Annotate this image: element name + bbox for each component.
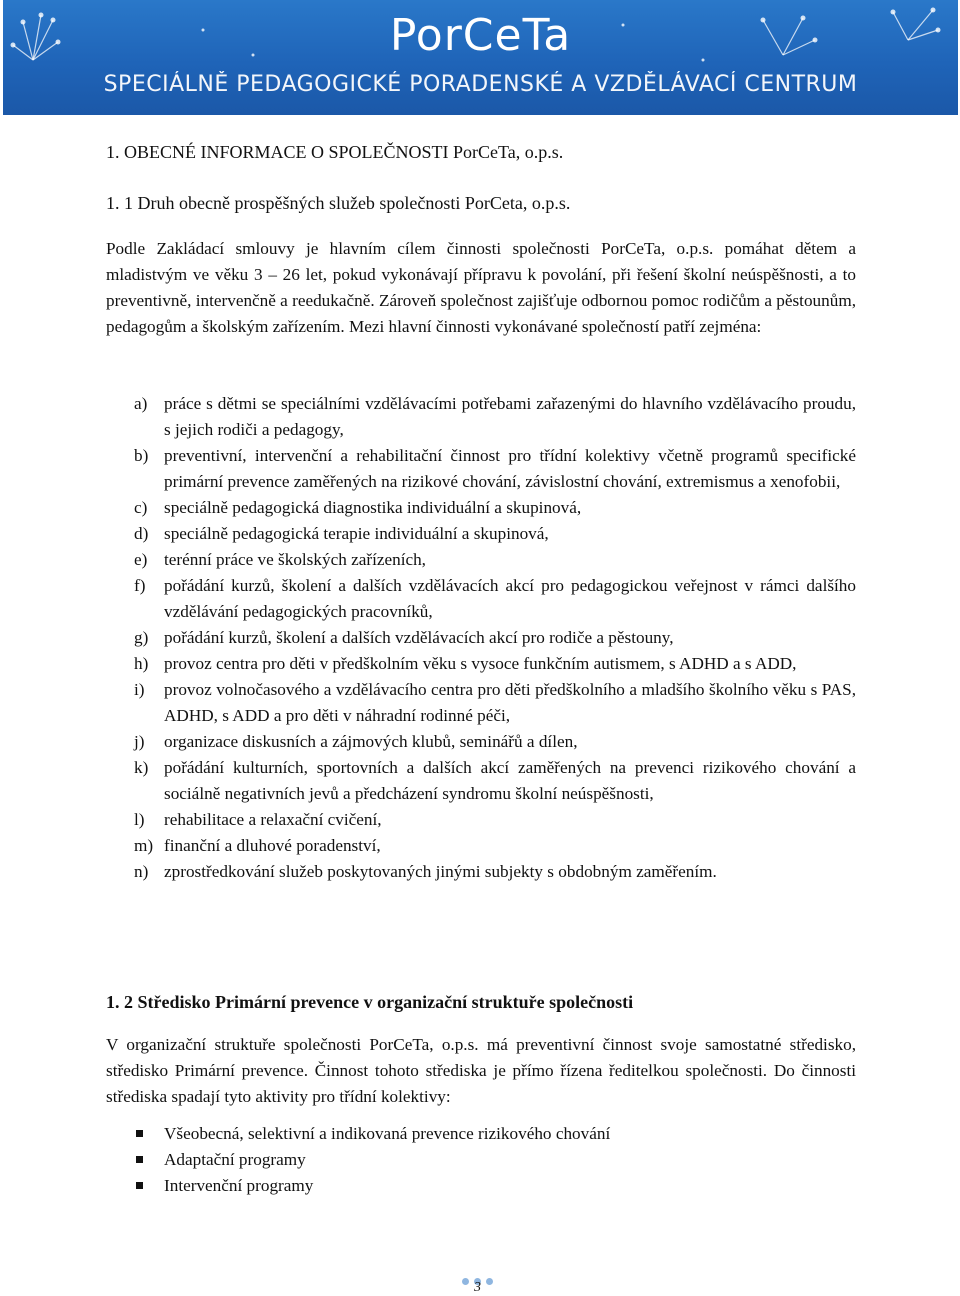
list-marker: e) <box>134 550 148 569</box>
list-item <box>134 651 856 677</box>
list-item <box>134 625 856 651</box>
list-item <box>134 495 856 521</box>
list-item-text: organizace diskusních a zájmových klubů, seminářů a dílen, <box>164 732 578 751</box>
brand-logo: PorCeTa <box>389 10 572 61</box>
brand-subtitle: SPECIÁLNĚ PEDAGOGICKÉ PORADENSKÉ A VZDĚLÁVACÍ CENTRUM <box>103 72 858 97</box>
list-item-text: terénní práce ve školských zařízeních, <box>164 550 426 569</box>
header-banner <box>3 0 958 115</box>
list-item <box>134 833 856 859</box>
list-marker: i) <box>134 680 145 699</box>
section2-paragraph: V organizační struktuře společnosti PorCeTa, o.p.s. má preventivní činnost svoje samostatné středisko, středisko Primární prevence. Činnost tohoto střediska je přímo řízena ředitelkou společnosti. Do činnosti střediska spadají tyto aktivity pro třídní kolektivy: <box>106 1035 856 1106</box>
list-marker: g) <box>134 628 149 647</box>
list-item-text: pořádání kulturních, sportovních a dalších akcí zaměřených na prevenci rizikového chování a sociálně negativních jevů a předcházení syndromu školní neúspěšnosti, <box>164 758 856 803</box>
square-bullet-icon <box>136 1130 143 1137</box>
list-item <box>134 443 856 495</box>
list-item <box>134 547 856 573</box>
bullet-item <box>134 1147 610 1173</box>
intro-paragraph: Podle Zakládací smlouvy je hlavním cílem činnosti společnosti PorCeTa, o.p.s. pomáhat dětem a mladistvým ve věku 3 – 26 let, pokud vykonávají přípravu k povolání, při řešení školní neúspěšnosti, a to preventivně, intervenčně a reedukačně. Zároveň společnost zajišťuje odbornou pomoc rodičům a pěstounům, pedagogům a školským zařízením. Mezi hlavní činnosti vykonávané společností patří zejména: <box>106 239 856 336</box>
bullet-list <box>134 1121 610 1199</box>
list-marker: k) <box>134 758 149 777</box>
list-marker: l) <box>134 810 145 829</box>
activities-list <box>134 391 856 885</box>
list-item <box>134 807 856 833</box>
list-marker: m) <box>134 836 154 855</box>
list-marker: n) <box>134 862 149 881</box>
list-item-text: provoz volnočasového a vzdělávacího centra pro děti předškolního a mladšího školního věku s PAS, ADHD, s ADD a pro děti v náhradní rodinné péči, <box>164 680 856 725</box>
list-marker: j) <box>134 732 145 751</box>
square-bullet-icon <box>136 1156 143 1163</box>
square-bullet-icon <box>136 1182 143 1189</box>
list-item <box>134 729 856 755</box>
list-item <box>134 859 856 885</box>
list-item-text: speciálně pedagogická diagnostika individuální a skupinová, <box>164 498 582 517</box>
list-item <box>134 521 856 547</box>
bullet-text: Intervenční programy <box>164 1176 314 1195</box>
list-marker: h) <box>134 654 149 673</box>
bullet-text: Všeobecná, selektivní a indikovaná prevence rizikového chování <box>164 1124 611 1143</box>
list-item-text: provoz centra pro děti v předškolním věku s vysoce funkčním autismem, s ADHD a s ADD, <box>164 654 797 673</box>
page-number: 3 <box>474 1280 481 1295</box>
section2-heading: 1. 2 Středisko Primární prevence v organizační struktuře společnosti <box>106 992 634 1012</box>
list-item <box>134 755 856 807</box>
list-item <box>134 573 856 625</box>
bullet-item <box>134 1121 610 1147</box>
list-item <box>134 391 856 443</box>
list-item-text: pořádání kurzů, školení a dalších vzdělávacích akcí pro pedagogickou veřejnost v rámci dalšího vzdělávání pedagogických pracovníků, <box>164 576 856 621</box>
subsection-heading: 1. 1 Druh obecně prospěšných služeb společnosti PorCeta, o.p.s. <box>106 193 571 213</box>
list-marker: d) <box>134 524 149 543</box>
list-item-text: speciálně pedagogická terapie individuální a skupinová, <box>164 524 549 543</box>
bullet-item <box>134 1173 610 1199</box>
list-item-text: finanční a dluhové poradenství, <box>164 836 381 855</box>
list-item-text: práce s dětmi se speciálními vzdělávacími potřebami zařazenými do hlavního vzdělávacího proudu, s jejich rodiči a pedagogy, <box>164 394 856 439</box>
list-item-text: zprostředkování služeb poskytovaných jinými subjekty s obdobným zaměřením. <box>164 862 717 881</box>
section-heading: 1. OBECNÉ INFORMACE O SPOLEČNOSTI PorCeTa, o.p.s. <box>106 142 564 162</box>
list-item-text: pořádání kurzů, školení a dalších vzdělávacích akcí pro rodiče a pěstouny, <box>164 628 674 647</box>
list-marker: a) <box>134 394 148 413</box>
list-marker: f) <box>134 576 146 595</box>
list-item-text: rehabilitace a relaxační cvičení, <box>164 810 382 829</box>
bullet-text: Adaptační programy <box>164 1150 306 1169</box>
list-marker: c) <box>134 498 148 517</box>
list-marker: b) <box>134 446 149 465</box>
list-item <box>134 677 856 729</box>
list-item-text: preventivní, intervenční a rehabilitační činnost pro třídní kolektivy včetně programů specifické primární prevence zaměřených na rizikové chování, závislostní chování, extremismus a xenofobii, <box>164 446 856 491</box>
